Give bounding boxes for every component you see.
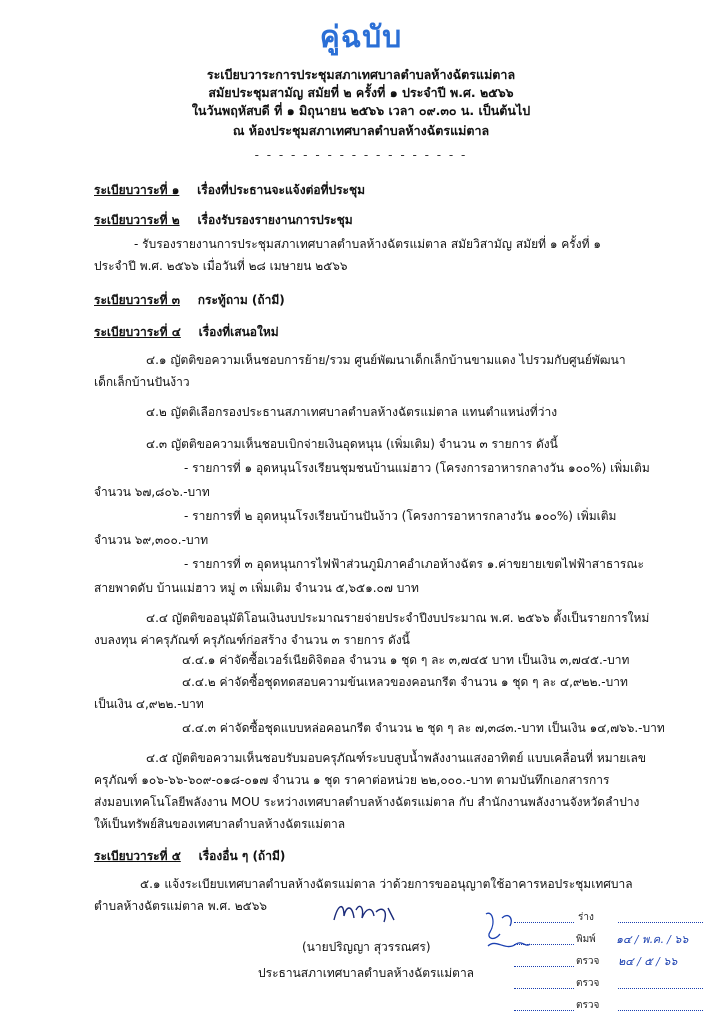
item-4-4-1: ๔.๔.๑ ค่าจัดซื้อเวอร์เนียดิจิตอล จำนวน ๑ ชุด ๆ ละ ๓,๗๔๕ บาท เป็นเงิน ๓,๗๔๕.-บาท xyxy=(182,653,630,667)
agenda-2-title: เรื่องรับรองรายงานการประชุม xyxy=(197,213,353,227)
agenda-5-label: ระเบียบวาระที่ ๕ xyxy=(94,849,181,863)
agenda-4 xyxy=(94,324,279,340)
routing-row-typed xyxy=(478,930,708,952)
item-4-5-line-4: ให้เป็นทรัพย์สินของเทศบาลตำบลห้างฉัตรแม่ตาล xyxy=(94,817,346,831)
item-4-4-2-line-1: ๔.๔.๒ ค่าจัดซื้อชุดทดสอบความข้นเหลวของคอนกรีต จำนวน ๑ ชุด ๆ ละ ๔,๙๒๒.-บาท xyxy=(182,675,628,689)
routing-dots xyxy=(618,1010,703,1011)
item-4-5-line-2: ครุภัณฑ์ ๑๐๖-๖๖-๖๐๙-๐๑๘-๐๑๗ จำนวน ๑ ชุด ราคาต่อหน่วย ๒๒,๐๐๐.-บาท ตามบันทึกเอกสารการ xyxy=(94,773,610,787)
item-5-1-line-2: ตำบลห้างฉัตรแม่ตาล พ.ศ. ๒๕๖๖ xyxy=(94,899,267,913)
routing-row-check-1 xyxy=(478,952,708,974)
agenda-1 xyxy=(94,182,365,198)
agenda-2-label: ระเบียบวาระที่ ๒ xyxy=(94,213,180,227)
agenda-3 xyxy=(94,292,285,308)
routing-date-check-1: ๒๔ / ๕ / ๖๖ xyxy=(618,955,678,968)
copy-stamp: คู่ฉบับ xyxy=(319,20,403,55)
routing-dots xyxy=(514,1010,574,1011)
item-4-3-3-line-2: สายพาดดับ บ้านแม่ฮาว หมู่ ๓ เพิ่มเติม จำนวน ๕,๖๕๑.๐๗ บาท xyxy=(94,581,419,595)
routing-row-draft xyxy=(478,908,708,930)
routing-dots xyxy=(514,922,574,923)
item-4-3-3-line-1: - รายการที่ ๓ อุดหนุนการไฟฟ้าส่วนภูมิภาคอำเภอห้างฉัตร ๑.ค่าขยายเขตไฟฟ้าสาธารณะ xyxy=(184,557,644,571)
agenda-2-text-2: ประจำปี พ.ศ. ๒๕๖๖ เมื่อวันที่ ๒๘ เมษายน ๒๕๖๖ xyxy=(94,259,348,273)
routing-label-draft: ร่าง xyxy=(578,912,594,923)
item-4-3-2-line-1: - รายการที่ ๒ อุดหนุนโรงเรียนบ้านปันง้าว (โครงการอาหารกลางวัน ๑๐๐%) เพิ่มเติม xyxy=(184,509,617,523)
item-4-4-line-2: งบลงทุน ค่าครุภัณฑ์ ครุภัณฑ์ก่อสร้าง จำนวน ๓ รายการ ดังนี้ xyxy=(94,633,410,647)
routing-stamp xyxy=(478,908,708,1020)
item-4-1-line-1: ๔.๑ ญัตติขอความเห็นชอบการย้าย/รวม ศูนย์พัฒนาเด็กเล็กบ้านขามแดง ไปรวมกับศูนย์พัฒนา xyxy=(146,353,626,367)
agenda-2 xyxy=(94,212,353,228)
routing-row-check-3 xyxy=(478,996,708,1018)
header-divider: - - - - - - - - - - - - - - - - - - xyxy=(254,148,468,162)
signatory-position: ประธานสภาเทศบาลตำบลห้างฉัตรแม่ตาล xyxy=(258,966,475,980)
agenda-1-title: เรื่องที่ประธานจะแจ้งต่อที่ประชุม xyxy=(197,183,366,197)
agenda-2-text-1: - รับรองรายงานการประชุมสภาเทศบาลตำบลห้างฉัตรแม่ตาล สมัยวิสามัญ สมัยที่ ๑ ครั้งที่ ๑ xyxy=(134,237,601,251)
handwritten-signature xyxy=(330,898,400,928)
routing-dots xyxy=(618,922,703,923)
item-4-4-line-1: ๔.๔ ญัตติขออนุมัติโอนเงินงบประมาณรายจ่ายประจำปีงบประมาณ พ.ศ. ๒๕๖๖ ตั้งเป็นรายการใหม่ xyxy=(146,611,650,625)
agenda-5 xyxy=(94,848,285,864)
agenda-5-title: เรื่องอื่น ๆ (ถ้ามี) xyxy=(198,849,286,863)
header-line-1: ระเบียบวาระการประชุมสภาเทศบาลตำบลห้างฉัตรแม่ตาล xyxy=(206,67,516,82)
agenda-3-label: ระเบียบวาระที่ ๓ xyxy=(94,293,180,307)
routing-dots xyxy=(514,944,574,945)
signatory-name: (นายปริญญา สุวรรณศร) xyxy=(302,940,431,954)
routing-dots xyxy=(514,988,574,989)
agenda-3-title: กระทู้ถาม (ถ้ามี) xyxy=(197,293,285,307)
item-4-5-line-3: ส่งมอบเทคโนโลยีพลังงาน MOU ระหว่างเทศบาลตำบลห้างฉัตรแม่ตาล กับ สำนักงานพลังงานจังหวัดลำปาง xyxy=(94,795,640,809)
item-4-3-1-line-1: - รายการที่ ๑ อุดหนุนโรงเรียนชุมชนบ้านแม่ฮาว (โครงการอาหารกลางวัน ๑๐๐%) เพิ่มเติม xyxy=(184,461,650,475)
routing-row-check-2 xyxy=(478,974,708,996)
header-line-3: ในวันพฤหัสบดี ที่ ๑ มิถุนายน ๒๕๖๖ เวลา ๐๙.๓๐ น. เป็นต้นไป xyxy=(191,103,531,118)
routing-dots xyxy=(618,988,703,989)
item-5-1-line-1: ๕.๑ แจ้งระเบียบเทศบาลตำบลห้างฉัตรแม่ตาล ว่าด้วยการขออนุญาตใช้อาคารหอประชุมเทศบาล xyxy=(140,877,633,891)
item-4-4-3: ๔.๔.๓ ค่าจัดซื้อชุดแบบหล่อคอนกรีต จำนวน ๒ ชุด ๆ ละ ๗,๓๘๓.-บาท เป็นเงิน ๑๔,๗๖๖.-บาท xyxy=(182,721,665,735)
routing-label-check-3: ตรวจ xyxy=(576,1000,600,1011)
item-4-1-line-2: เด็กเล็กบ้านปันง้าว xyxy=(94,375,190,389)
routing-date-typed: ๑๔ / พ.ค. / ๖๖ xyxy=(616,933,689,946)
item-4-3-1-line-2: จำนวน ๖๗,๘๐๖.-บาท xyxy=(94,485,210,499)
header-line-4: ณ ห้องประชุมสภาเทศบาลตำบลห้างฉัตรแม่ตาล xyxy=(232,123,490,138)
routing-label-typed: พิมพ์ xyxy=(576,934,596,945)
item-4-2: ๔.๒ ญัตติเลือกรองประธานสภาเทศบาลตำบลห้างฉัตรแม่ตาล แทนตำแหน่งที่ว่าง xyxy=(146,405,558,419)
agenda-1-label: ระเบียบวาระที่ ๑ xyxy=(94,183,180,197)
item-4-5-line-1: ๔.๕ ญัตติขอความเห็นชอบรับมอบครุภัณฑ์ระบบสูบน้ำพลังงานแสงอาทิตย์ แบบเคลื่อนที่ หมายเลข xyxy=(146,751,647,765)
agenda-4-label: ระเบียบวาระที่ ๔ xyxy=(94,325,181,339)
item-4-3: ๔.๓ ญัตติขอความเห็นชอบเบิกจ่ายเงินอุดหนุน (เพิ่มเติม) จำนวน ๓ รายการ ดังนี้ xyxy=(146,437,558,451)
routing-dots xyxy=(514,966,574,967)
item-4-4-2-line-2: เป็นเงิน ๔,๙๒๒.-บาท xyxy=(94,697,204,711)
item-4-3-2-line-2: จำนวน ๖๙,๓๐๐.-บาท xyxy=(94,533,209,547)
routing-label-check-2: ตรวจ xyxy=(576,978,600,989)
routing-label-check-1: ตรวจ xyxy=(576,956,600,967)
header-line-2: สมัยประชุมสามัญ สมัยที่ ๒ ครั้งที่ ๑ ประจำปี พ.ศ. ๒๕๖๖ xyxy=(208,85,514,100)
agenda-4-title: เรื่องที่เสนอใหม่ xyxy=(198,325,279,339)
